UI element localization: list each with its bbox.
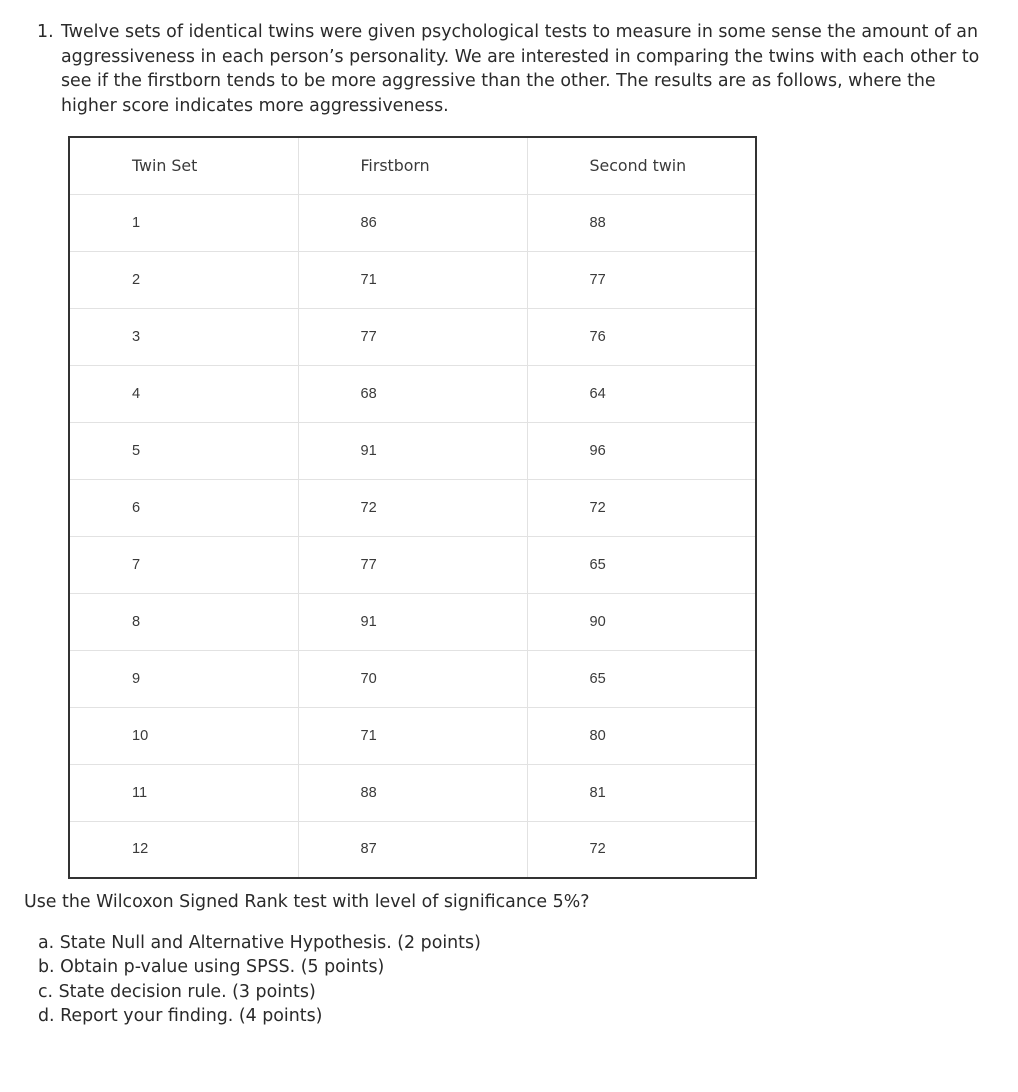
cell-firstborn: 87 (298, 821, 527, 878)
cell-twin-set: 4 (69, 365, 298, 422)
table-row (69, 479, 756, 536)
table-row (69, 821, 756, 878)
cell-firstborn: 91 (298, 593, 527, 650)
cell-second-twin: 90 (527, 593, 756, 650)
cell-second-twin: 96 (527, 422, 756, 479)
cell-firstborn: 88 (298, 764, 527, 821)
table-row (69, 422, 756, 479)
table-row (69, 536, 756, 593)
cell-firstborn: 71 (298, 251, 527, 308)
table-row (69, 593, 756, 650)
question-text: Twelve sets of identical twins were given psychological tests to measure in some sense the amount of an aggressiveness in each person’s personality. We are interested in comparing the twins with each other to see if the firstborn tends to be more aggressive than the other. The results are as follows, where the higher score indicates more aggressiveness. (61, 22, 980, 116)
table-row (69, 707, 756, 764)
table-row (69, 650, 756, 707)
question-number: 1. (37, 22, 54, 42)
cell-second-twin: 72 (527, 821, 756, 878)
part-item: c. State decision rule. (3 points) (38, 981, 316, 1002)
cell-twin-set: 11 (69, 764, 298, 821)
twins-score-table (68, 136, 757, 879)
cell-second-twin: 65 (527, 650, 756, 707)
cell-firstborn: 77 (298, 536, 527, 593)
question-paragraph (37, 20, 982, 118)
cell-second-twin: 80 (527, 707, 756, 764)
question-parts-list (38, 931, 481, 1029)
table-body (69, 194, 756, 878)
cell-second-twin: 64 (527, 365, 756, 422)
cell-twin-set: 12 (69, 821, 298, 878)
table-row (69, 764, 756, 821)
cell-firstborn: 68 (298, 365, 527, 422)
cell-firstborn: 77 (298, 308, 527, 365)
cell-twin-set: 9 (69, 650, 298, 707)
cell-second-twin: 65 (527, 536, 756, 593)
cell-second-twin: 81 (527, 764, 756, 821)
test-prompt: Use the Wilcoxon Signed Rank test with level of significance 5%? (24, 892, 590, 912)
cell-twin-set: 6 (69, 479, 298, 536)
cell-second-twin: 76 (527, 308, 756, 365)
cell-twin-set: 7 (69, 536, 298, 593)
part-item: b. Obtain p-value using SPSS. (5 points) (38, 957, 385, 978)
table-row (69, 308, 756, 365)
part-item: a. State Null and Alternative Hypothesis. (2 points) (38, 933, 481, 953)
cell-twin-set: 3 (69, 308, 298, 365)
part-item: d. Report your finding. (4 points) (38, 1006, 323, 1027)
cell-twin-set: 2 (69, 251, 298, 308)
header-twin-set: Twin Set (69, 137, 298, 194)
cell-twin-set: 5 (69, 422, 298, 479)
cell-firstborn: 71 (298, 707, 527, 764)
cell-second-twin: 72 (527, 479, 756, 536)
cell-second-twin: 77 (527, 251, 756, 308)
table-row (69, 251, 756, 308)
table-header-row (69, 137, 756, 194)
table-row (69, 365, 756, 422)
table-row (69, 194, 756, 251)
cell-twin-set: 10 (69, 707, 298, 764)
cell-firstborn: 72 (298, 479, 527, 536)
cell-twin-set: 1 (69, 194, 298, 251)
cell-firstborn: 86 (298, 194, 527, 251)
cell-firstborn: 70 (298, 650, 527, 707)
cell-second-twin: 88 (527, 194, 756, 251)
header-second-twin: Second twin (527, 137, 756, 194)
cell-firstborn: 91 (298, 422, 527, 479)
header-firstborn: Firstborn (298, 137, 527, 194)
cell-twin-set: 8 (69, 593, 298, 650)
